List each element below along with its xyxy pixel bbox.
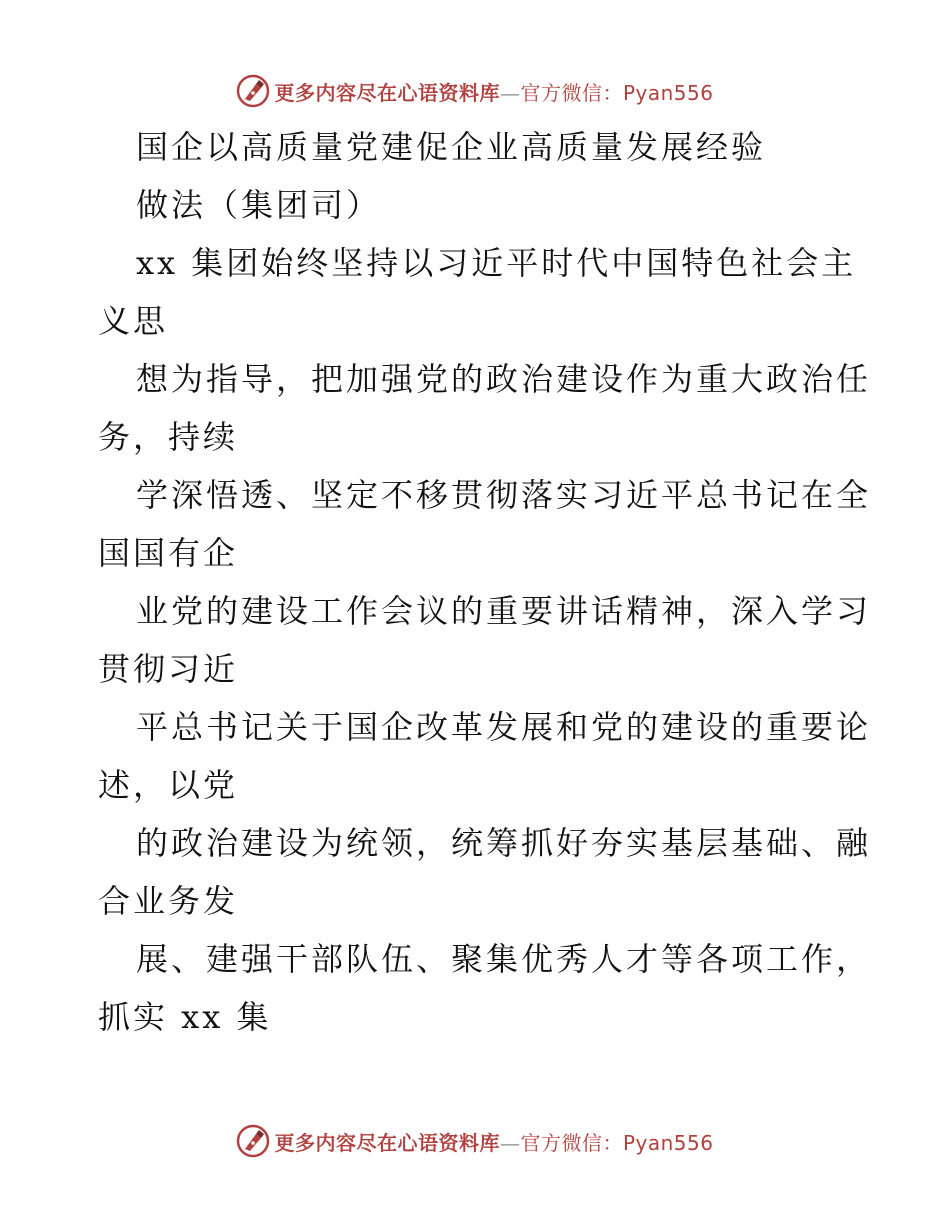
pen-nib-logo-icon (236, 74, 270, 108)
text-line: 的政治建设为统领，统筹抓好夯实基层基础、融 (136, 824, 872, 862)
text-line: 展、建强干部队伍、聚集优秀人才等各项工作， (136, 940, 872, 978)
text-line: 合业务发 (98, 882, 239, 920)
text-line: 抓实 xx 集 (98, 998, 272, 1036)
text-line: 想为指导，把加强党的政治建设作为重大政治任 (136, 360, 872, 398)
text-line: 做法（集团司） (136, 186, 382, 224)
document-body (98, 118, 872, 1046)
watermark-text: 更多内容尽在心语资料库—官方微信：Pyan556 (274, 1130, 714, 1155)
text-line: 述，以党 (98, 766, 239, 804)
text-line: 平总书记关于国企改革发展和党的建设的重要论 (136, 708, 872, 746)
text-line: 国国有企 (98, 534, 239, 572)
text-line: 学深悟透、坚定不移贯彻落实习近平总书记在全 (136, 476, 872, 514)
watermark-text: 更多内容尽在心语资料库—官方微信：Pyan556 (274, 80, 714, 105)
text-line: 贯彻习近 (98, 650, 239, 688)
text-line: 义思 (98, 302, 169, 340)
text-line: xx 集团始终坚持以习近平时代中国特色社会主 (136, 244, 857, 282)
text-line: 业党的建设工作会议的重要讲话精神，深入学习 (136, 592, 872, 630)
header-watermark (0, 71, 950, 111)
text-line: 务，持续 (98, 418, 239, 456)
footer-watermark (0, 1121, 950, 1161)
pen-nib-logo-icon (236, 1124, 270, 1158)
text-line: 国企以高质量党建促企业高质量发展经验 (136, 128, 767, 166)
